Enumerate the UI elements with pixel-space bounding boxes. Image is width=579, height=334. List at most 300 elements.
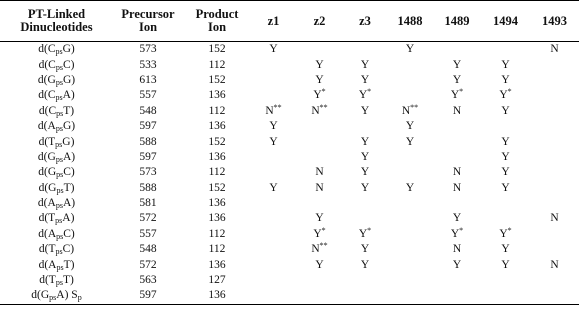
result-value: N	[311, 243, 320, 256]
result-cell-1488	[387, 181, 433, 196]
result-value: Y	[450, 227, 460, 240]
result-cell-1488	[387, 211, 433, 226]
header-line-1: Precursor	[121, 7, 175, 21]
result-cell-z1	[251, 165, 296, 180]
name-part: T)	[62, 274, 74, 287]
result-cell-z3	[343, 211, 387, 226]
name-part: C)	[62, 243, 75, 256]
result-value: N	[452, 181, 462, 194]
name-subscript: ps	[55, 247, 63, 257]
result-value: Y	[501, 58, 510, 71]
product-ion-value: 152	[208, 73, 226, 86]
name-subscript: ps	[55, 278, 63, 288]
result-cell-z2	[296, 73, 343, 88]
result-cell-1493	[530, 227, 579, 242]
result-value: N	[315, 166, 324, 179]
precursor-ion-value: 581	[139, 197, 157, 210]
table-body	[0, 42, 579, 305]
result-cell-z2	[296, 257, 343, 272]
result-value: Y	[313, 89, 322, 102]
result-cell-1493	[530, 150, 579, 165]
result-cell-1489	[433, 211, 481, 226]
result-marker: *	[507, 225, 512, 235]
dinucleotide-name	[0, 181, 113, 196]
result-cell-1494	[481, 273, 530, 288]
result-cell-1489	[433, 73, 481, 88]
header-line-1: PT-Linked	[27, 7, 86, 21]
name-part: d(C	[38, 43, 56, 56]
result-value: Y	[452, 58, 462, 71]
result-cell-1489	[433, 181, 481, 196]
result-cell-1493	[530, 165, 579, 180]
product-ion-value: 136	[208, 150, 226, 163]
result-cell-1488	[387, 104, 433, 119]
result-cell-1489	[433, 242, 481, 257]
name-part: d(A	[37, 120, 56, 133]
result-cell-1489	[433, 57, 481, 72]
result-cell-z3	[343, 227, 387, 242]
result-cell-z1	[251, 42, 296, 58]
result-marker: *	[367, 225, 372, 235]
result-cell-1488	[387, 165, 433, 180]
product-ion-value: 136	[208, 89, 226, 102]
product-ion-value: 112	[208, 104, 226, 117]
result-cell-z2	[296, 134, 343, 149]
precursor-ion-value: 533	[139, 58, 157, 71]
result-value: Y	[315, 58, 324, 71]
result-cell-1489	[433, 196, 481, 211]
result-cell-1494	[481, 88, 530, 103]
name-part: d(T	[38, 243, 56, 256]
result-cell-z1	[251, 57, 296, 72]
result-cell-z3	[343, 134, 387, 149]
name-part: T)	[63, 181, 75, 194]
result-cell-1488	[387, 134, 433, 149]
name-part: A)	[62, 89, 75, 102]
result-cell-z1	[251, 134, 296, 149]
result-cell-z3	[343, 288, 387, 304]
result-cell-1493	[530, 88, 579, 103]
product-ion-value: 152	[208, 43, 226, 56]
precursor-ion-value: 572	[139, 212, 157, 225]
result-cell-z3	[343, 150, 387, 165]
name-subscript: ps	[55, 124, 63, 134]
header-line-2: Ion	[138, 20, 158, 34]
result-value: Y	[501, 150, 510, 163]
result-cell-1494	[481, 242, 530, 257]
name-part: d(G	[38, 166, 57, 179]
result-value: Y	[360, 258, 370, 271]
result-cell-z1	[251, 104, 296, 119]
table-row	[0, 211, 579, 226]
result-value: Y	[315, 258, 324, 271]
table-row	[0, 73, 579, 88]
result-cell-1489	[433, 42, 481, 58]
table-row	[0, 181, 579, 196]
result-cell-z3	[343, 104, 387, 119]
result-cell-z2	[296, 150, 343, 165]
result-value: N	[401, 104, 411, 117]
header-line-2: Ion	[207, 20, 227, 34]
name-part: A)	[62, 150, 76, 163]
result-value: Y	[405, 120, 415, 133]
result-value: Y	[358, 89, 368, 102]
result-cell-z1	[251, 257, 296, 272]
result-value: N	[265, 104, 274, 117]
name-part: d(G	[37, 150, 56, 163]
result-cell-z3	[343, 257, 387, 272]
table-row	[0, 273, 579, 288]
result-value: Y	[501, 166, 510, 179]
result-cell-1488	[387, 150, 433, 165]
name-part: d(C	[38, 58, 56, 71]
table-row	[0, 196, 579, 211]
result-cell-1489	[433, 257, 481, 272]
result-cell-1493	[530, 288, 579, 304]
result-value: Y	[360, 166, 370, 179]
name-part: G)	[62, 135, 75, 148]
name-part: d(G	[38, 181, 57, 194]
result-marker: **	[410, 102, 419, 112]
table-row	[0, 88, 579, 103]
result-cell-1489	[433, 104, 481, 119]
result-cell-1489	[433, 119, 481, 134]
result-value: Y	[452, 212, 462, 225]
result-cell-z2	[296, 104, 343, 119]
result-cell-1489	[433, 150, 481, 165]
table-row	[0, 257, 579, 272]
result-cell-z2	[296, 227, 343, 242]
result-cell-z2	[296, 288, 343, 304]
dinucleotide-name	[0, 288, 113, 304]
result-cell-1488	[387, 57, 433, 72]
name-subscript: ps	[55, 216, 63, 226]
result-cell-z2	[296, 57, 343, 72]
result-cell-z1	[251, 150, 296, 165]
result-marker: **	[273, 102, 282, 112]
header-z2	[296, 1, 343, 42]
header-1494	[481, 1, 530, 42]
result-marker: *	[507, 87, 512, 97]
result-cell-1494	[481, 165, 530, 180]
result-cell-z2	[296, 42, 343, 58]
dinucleotide-name	[0, 273, 113, 288]
name-part: G)	[62, 43, 75, 56]
result-cell-1493	[530, 104, 579, 119]
name-part: d(T	[38, 212, 56, 225]
result-cell-1488	[387, 227, 433, 242]
result-cell-z1	[251, 273, 296, 288]
result-value: Y	[452, 258, 462, 271]
name-part: d(T	[39, 274, 56, 287]
result-cell-z3	[343, 42, 387, 58]
precursor-ion-value: 613	[139, 73, 157, 86]
table-row	[0, 165, 579, 180]
precursor-ion-value: 557	[139, 89, 157, 102]
result-cell-1488	[387, 196, 433, 211]
header-precursor-ion	[113, 1, 183, 42]
name-subscript: ps	[55, 93, 63, 103]
product-ion-value: 152	[208, 135, 226, 148]
result-cell-z3	[343, 119, 387, 134]
result-cell-1489	[433, 134, 481, 149]
name-subscript: ps	[55, 139, 63, 149]
result-cell-1494	[481, 257, 530, 272]
precursor-ion-value: 548	[139, 104, 157, 117]
name-subscript: p	[77, 293, 82, 303]
result-cell-1494	[481, 181, 530, 196]
result-value: Y	[405, 43, 415, 56]
product-ion-value: 136	[208, 258, 226, 271]
dinucleotide-name	[0, 196, 113, 211]
result-cell-1494	[481, 134, 530, 149]
header-z1	[251, 1, 296, 42]
result-cell-z2	[296, 196, 343, 211]
precursor-ion-value: 557	[139, 227, 157, 240]
dinucleotide-name	[0, 104, 113, 119]
name-subscript: ps	[55, 62, 63, 72]
table-row	[0, 119, 579, 134]
result-cell-1488	[387, 88, 433, 103]
name-part: A) S	[56, 289, 78, 302]
result-cell-z1	[251, 73, 296, 88]
header-1493	[530, 1, 579, 42]
result-value: N	[452, 243, 462, 256]
result-cell-z1	[251, 196, 296, 211]
result-value: N	[315, 181, 324, 194]
result-cell-z3	[343, 73, 387, 88]
result-value: N	[550, 212, 559, 225]
result-cell-z1	[251, 88, 296, 103]
result-value: Y	[315, 212, 324, 225]
table-row	[0, 227, 579, 242]
name-subscript: ps	[56, 262, 64, 272]
header-product-ion	[183, 1, 251, 42]
result-value: Y	[450, 89, 460, 102]
result-cell-1494	[481, 104, 530, 119]
dinucleotide-name	[0, 73, 113, 88]
result-marker: **	[319, 241, 328, 251]
name-part: d(A	[38, 227, 57, 240]
result-cell-z3	[343, 273, 387, 288]
name-part: d(A	[37, 197, 56, 210]
result-value: Y	[315, 73, 324, 86]
precursor-ion-value: 548	[139, 243, 157, 256]
result-value: Y	[405, 181, 415, 194]
result-value: Y	[501, 243, 510, 256]
header-z3	[343, 1, 387, 42]
dinucleotide-name	[0, 150, 113, 165]
header-line-2: Dinucleotides	[20, 20, 93, 34]
result-cell-1493	[530, 242, 579, 257]
result-cell-1494	[481, 288, 530, 304]
result-cell-1488	[387, 73, 433, 88]
result-cell-z2	[296, 165, 343, 180]
result-cell-1489	[433, 273, 481, 288]
table-row	[0, 288, 579, 304]
result-value: Y	[360, 104, 370, 117]
result-cell-z3	[343, 196, 387, 211]
result-cell-1494	[481, 57, 530, 72]
result-value: N	[311, 104, 320, 117]
header-row	[0, 1, 579, 42]
table-row	[0, 57, 579, 72]
result-marker: *	[321, 225, 326, 235]
result-cell-1488	[387, 119, 433, 134]
result-value: N	[452, 166, 462, 179]
name-part: d(T	[38, 135, 56, 148]
result-value: Y	[360, 181, 370, 194]
precursor-ion-value: 597	[139, 120, 157, 133]
dinucleotide-name	[0, 257, 113, 272]
result-cell-z1	[251, 119, 296, 134]
name-part: d(G	[31, 289, 50, 302]
name-subscript: ps	[49, 293, 57, 303]
result-marker: *	[459, 225, 464, 235]
product-ion-value: 112	[208, 58, 226, 71]
precursor-ion-value: 588	[139, 181, 157, 194]
result-cell-1494	[481, 196, 530, 211]
result-value: Y	[360, 150, 370, 163]
product-ion-value: 112	[208, 227, 226, 240]
result-cell-z1	[251, 227, 296, 242]
result-marker: *	[367, 87, 372, 97]
result-value: Y	[501, 181, 510, 194]
product-ion-value: 136	[208, 197, 226, 210]
table-row	[0, 42, 579, 58]
name-subscript: ps	[56, 108, 64, 118]
result-cell-1494	[481, 150, 530, 165]
result-cell-1489	[433, 88, 481, 103]
result-marker: **	[319, 102, 328, 112]
name-subscript: ps	[55, 201, 63, 211]
result-cell-z1	[251, 242, 296, 257]
result-cell-z1	[251, 181, 296, 196]
result-cell-z1	[251, 211, 296, 226]
result-cell-z2	[296, 273, 343, 288]
name-subscript: ps	[55, 77, 63, 87]
result-value: Y	[313, 227, 322, 240]
result-value: Y	[405, 135, 415, 148]
result-cell-1494	[481, 73, 530, 88]
header-line-1: z3	[359, 13, 371, 28]
product-ion-value: 112	[208, 166, 226, 179]
result-cell-z2	[296, 119, 343, 134]
result-cell-1493	[530, 211, 579, 226]
dinucleotide-name	[0, 211, 113, 226]
result-value: N	[550, 258, 559, 271]
result-value: Y	[360, 135, 370, 148]
product-ion-value: 112	[208, 243, 226, 256]
precursor-ion-value: 588	[139, 135, 157, 148]
result-cell-1493	[530, 196, 579, 211]
table-row	[0, 104, 579, 119]
result-cell-1493	[530, 73, 579, 88]
result-cell-1494	[481, 42, 530, 58]
name-part: G)	[62, 120, 76, 133]
result-cell-z2	[296, 181, 343, 196]
result-cell-1493	[530, 134, 579, 149]
result-cell-1494	[481, 211, 530, 226]
result-cell-1493	[530, 57, 579, 72]
result-marker: *	[459, 87, 464, 97]
result-cell-1489	[433, 288, 481, 304]
precursor-ion-value: 573	[139, 166, 157, 179]
header-1489	[433, 1, 481, 42]
result-value: Y	[269, 43, 278, 56]
table-row	[0, 150, 579, 165]
name-part: d(C	[38, 89, 56, 102]
header-line-1: 1488	[397, 13, 423, 28]
product-ion-value: 136	[183, 288, 251, 304]
name-part: d(C	[38, 104, 57, 117]
result-cell-1489	[433, 227, 481, 242]
dinucleotide-name	[0, 88, 113, 103]
name-subscript: ps	[56, 185, 64, 195]
dinucleotide-name	[0, 134, 113, 149]
header-line-1: z1	[267, 13, 280, 28]
result-value: Y	[269, 181, 278, 194]
name-part: d(A	[38, 258, 57, 271]
name-part: C)	[62, 58, 75, 71]
result-cell-1493	[530, 181, 579, 196]
precursor-ion-value: 597	[139, 150, 157, 163]
name-part: A)	[62, 197, 76, 210]
result-cell-1493	[530, 273, 579, 288]
result-value: N	[550, 43, 559, 56]
table-row	[0, 242, 579, 257]
name-part: C)	[63, 166, 75, 179]
result-value: Y	[360, 73, 370, 86]
name-subscript: ps	[56, 231, 64, 241]
result-value: Y	[499, 89, 508, 102]
product-ion-value: 152	[208, 181, 226, 194]
result-cell-1493	[530, 42, 579, 58]
name-part: A)	[62, 212, 75, 225]
header-line-1: 1494	[493, 13, 518, 28]
result-value: Y	[501, 73, 510, 86]
dinucleotide-name	[0, 165, 113, 180]
result-cell-1488	[387, 42, 433, 58]
result-value: Y	[501, 104, 510, 117]
result-value: N	[452, 104, 462, 117]
dinucleotide-name	[0, 119, 113, 134]
name-part: T)	[63, 258, 75, 271]
result-cell-1494	[481, 119, 530, 134]
dinucleotide-name	[0, 242, 113, 257]
product-ion-value: 127	[208, 274, 226, 287]
result-cell-z3	[343, 57, 387, 72]
result-cell-1488	[387, 288, 433, 304]
header-line-1: 1489	[444, 13, 470, 28]
name-subscript: ps	[55, 154, 63, 164]
product-ion-value: 136	[208, 212, 226, 225]
name-subscript: ps	[55, 47, 63, 57]
name-part: d(G	[37, 73, 56, 86]
dinucleotide-name	[0, 57, 113, 72]
header-line-1: Product	[195, 7, 239, 21]
result-cell-z3	[343, 165, 387, 180]
product-ion-value: 136	[208, 120, 226, 133]
dinucleotide-name	[0, 227, 113, 242]
result-cell-1494	[481, 227, 530, 242]
precursor-ion-value: 563	[139, 274, 157, 287]
table-row	[0, 134, 579, 149]
result-cell-z2	[296, 242, 343, 257]
result-cell-z2	[296, 211, 343, 226]
result-cell-z3	[343, 88, 387, 103]
result-cell-z3	[343, 181, 387, 196]
